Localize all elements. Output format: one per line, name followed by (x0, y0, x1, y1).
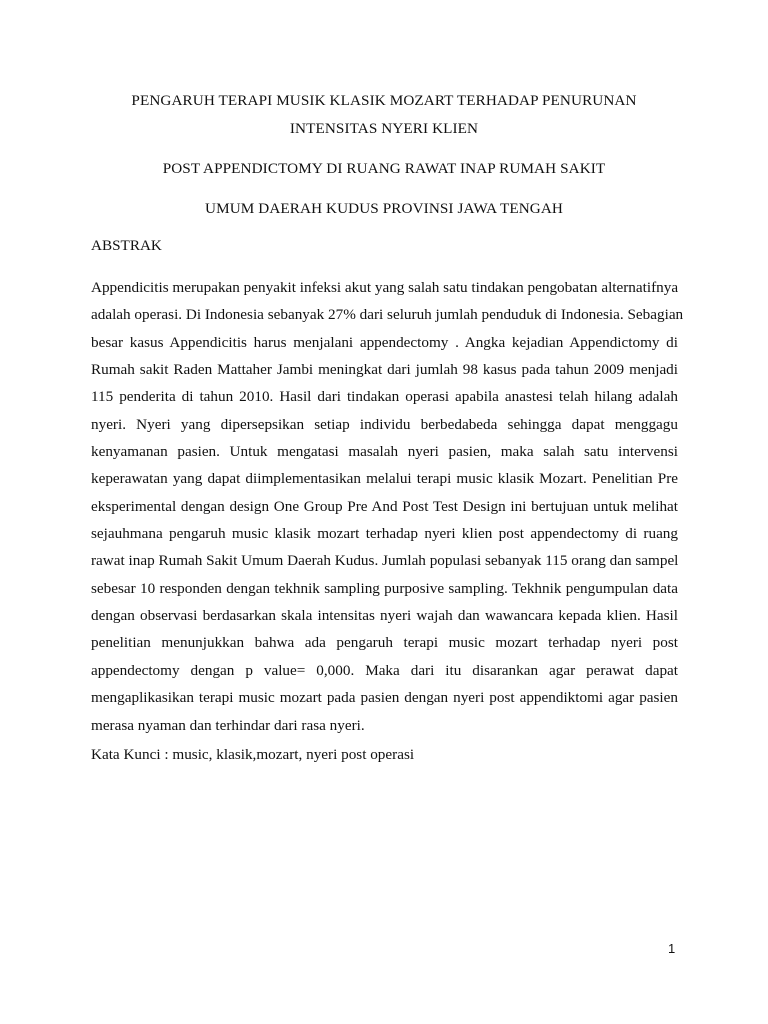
abstract-line: mengaplikasikan terapi music mozart pada pasien dengan nyeri post appendiktomi agar pasien (91, 689, 678, 707)
title-line-3: POST APPENDICTOMY DI RUANG RAWAT INAP RUMAH SAKIT (162, 160, 606, 177)
abstract-line: keperawatan yang dapat diimplementasikan melalui terapi music klasik Mozart. Penelitian Pre (91, 470, 678, 488)
title-line-1: PENGARUH TERAPI MUSIK KLASIK MOZART TERHADAP PENURUNAN (131, 92, 637, 109)
abstract-line: Appendicitis merupakan penyakit infeksi akut yang salah satu tindakan pengobatan alternatifnya (91, 279, 679, 296)
title-line-4: UMUM DAERAH KUDUS PROVINSI JAWA TENGAH (205, 200, 563, 217)
abstract-line: nyeri. Nyeri yang dipersepsikan setiap individu berbedabeda sehingga dapat menggagu (91, 415, 678, 433)
abstract-line: penelitian menunjukkan bahwa ada pengaruh terapi music mozart terhadap nyeri post (91, 634, 678, 652)
abstract-line: kenyamanan pasien. Untuk mengatasi masalah nyeri pasien, maka salah satu intervensi (91, 443, 678, 461)
page-number: 1 (668, 941, 676, 956)
abstract-line: dengan observasi berdasarkan skala intensitas nyeri wajah dan wawancara kepada klien. Hasil (91, 607, 678, 625)
abstract-line: besar kasus Appendicitis harus menjalani appendectomy . Angka kejadian Appendictomy di (91, 333, 678, 351)
abstract-line: Rumah sakit Raden Mattaher Jambi meningkat dari jumlah 98 kasus pada tahun 2009 menjadi (91, 361, 678, 379)
abstract-line: sejauhmana pengaruh music klasik mozart terhadap nyeri klien post appendectomy di ruang (91, 525, 678, 543)
abstract-line: sebesar 10 responden dengan tekhnik sampling purposive sampling. Tekhnik pengumpulan data (91, 579, 678, 597)
keywords: Kata Kunci : music, klasik,mozart, nyeri post operasi (91, 746, 415, 763)
title-line-2: INTENSITAS NYERI KLIEN (289, 120, 479, 137)
abstract-line: merasa nyaman dan terhindar dari rasa nyeri. (91, 716, 365, 734)
abstract-heading: ABSTRAK (91, 237, 162, 254)
abstract-line: adalah operasi. Di Indonesia sebanyak 27% dari seluruh jumlah penduduk di Indonesia. Sebagian (91, 306, 684, 324)
abstract-paragraph (91, 274, 684, 739)
abstract-line: rawat inap Rumah Sakit Umum Daerah Kudus. Jumlah populasi sebanyak 115 orang dan sampel (91, 552, 679, 570)
abstract-line: eksperimental dengan design One Group Pre And Post Test Design ini bertujuan untuk melihat (91, 497, 678, 515)
abstract-line: appendectomy dengan p value= 0,000. Maka dari itu disarankan agar perawat dapat (91, 661, 678, 679)
abstract-line: 115 penderita di tahun 2010. Hasil dari tindakan operasi apabila anastesi telah hilang adalah (91, 388, 678, 406)
